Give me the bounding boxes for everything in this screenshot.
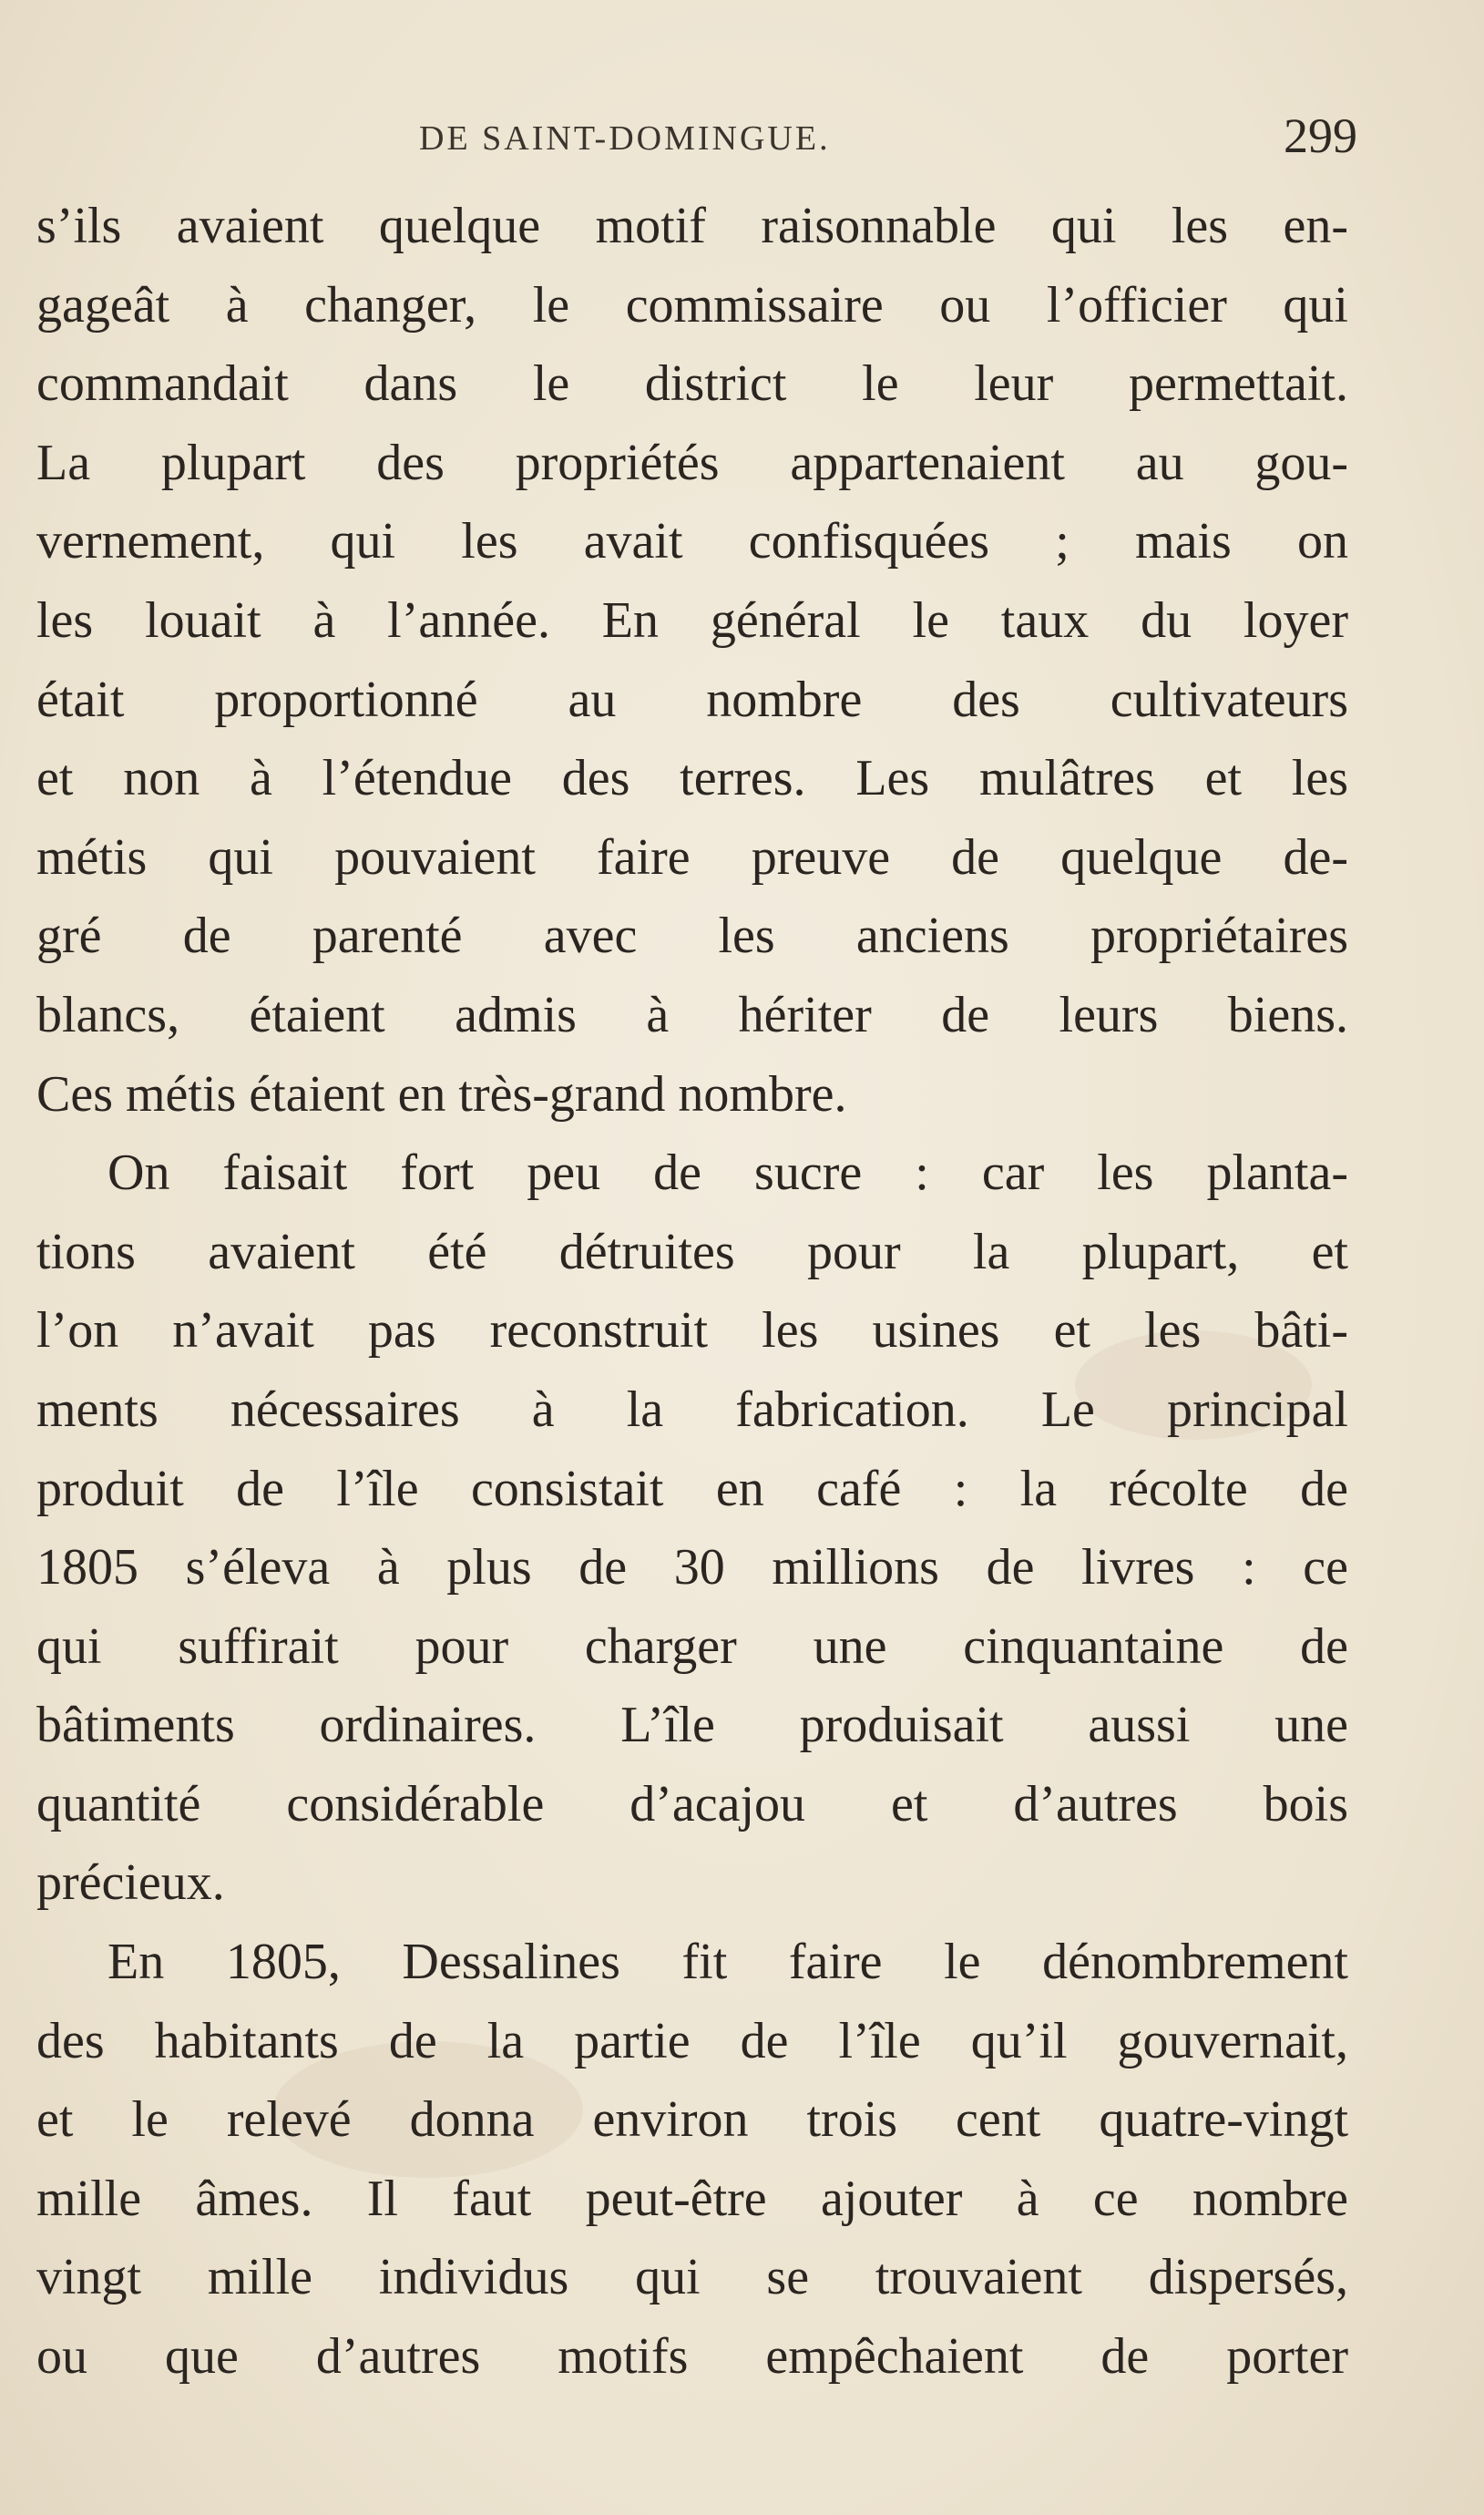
- running-head: DE SAINT-DOMINGUE.: [419, 119, 831, 158]
- text-line: l’on n’avait pas reconstruit les usines et les bâti-: [36, 1302, 1348, 1360]
- text-line: vingt mille individus qui se trouvaient dispersés,: [36, 2249, 1348, 2306]
- text-line: ou que d’autres motifs empêchaient de porter: [36, 2328, 1348, 2386]
- text-line: et le relevé donna environ trois cent quatre-vingt: [36, 2091, 1348, 2149]
- text-line: bâtiments ordinaires. L’île produisait aussi une: [36, 1697, 1348, 1754]
- text-line: les louait à l’année. En général le taux du loyer: [36, 591, 1348, 649]
- text-line: ments nécessaires à la fabrication. Le principal: [36, 1381, 1348, 1438]
- text-line: gré de parenté avec les anciens propriétaires: [36, 908, 1348, 965]
- text-line: On faisait fort peu de sucre : car les planta-: [107, 1145, 1348, 1202]
- text-line: commandait dans le district le leur permettait.: [36, 355, 1348, 413]
- text-line: tions avaient été détruites pour la plupart, et: [36, 1223, 1348, 1280]
- text-line: gageât à changer, le commissaire ou l’officier qui: [36, 276, 1348, 334]
- body-text: [36, 187, 1348, 2397]
- text-line: précieux.: [36, 1854, 225, 1912]
- text-line: Ces métis étaient en très-grand nombre.: [36, 1065, 847, 1123]
- text-line: 1805 s’éleva à plus de 30 millions de livres : ce: [36, 1539, 1348, 1596]
- text-line: blancs, étaient admis à hériter de leurs biens.: [36, 986, 1348, 1043]
- text-line: des habitants de la partie de l’île qu’il gouvernait,: [36, 2012, 1348, 2069]
- page-number: 299: [1284, 108, 1357, 163]
- text-line: s’ils avaient quelque motif raisonnable qui les en-: [36, 198, 1348, 254]
- text-line: était proportionné au nombre des cultivateurs: [36, 671, 1348, 728]
- text-line: métis qui pouvaient faire preuve de quelque de-: [36, 828, 1348, 886]
- text-line: La plupart des propriétés appartenaient au gou-: [36, 434, 1348, 491]
- text-line: produit de l’île consistait en café : la récolte de: [36, 1460, 1348, 1517]
- text-line: et non à l’étendue des terres. Les mulâtres et les: [36, 750, 1348, 807]
- text-line: qui suffirait pour charger une cinquantaine de: [36, 1617, 1348, 1675]
- text-line: En 1805, Dessalines fit faire le dénombrement: [107, 1934, 1348, 1991]
- text-line: vernement, qui les avait confisquées ; mais on: [36, 513, 1348, 570]
- page-header: [36, 108, 1357, 180]
- text-line: mille âmes. Il faut peut-être ajouter à ce nombre: [36, 2170, 1348, 2227]
- text-line: quantité considérable d’acajou et d’autres bois: [36, 1775, 1348, 1832]
